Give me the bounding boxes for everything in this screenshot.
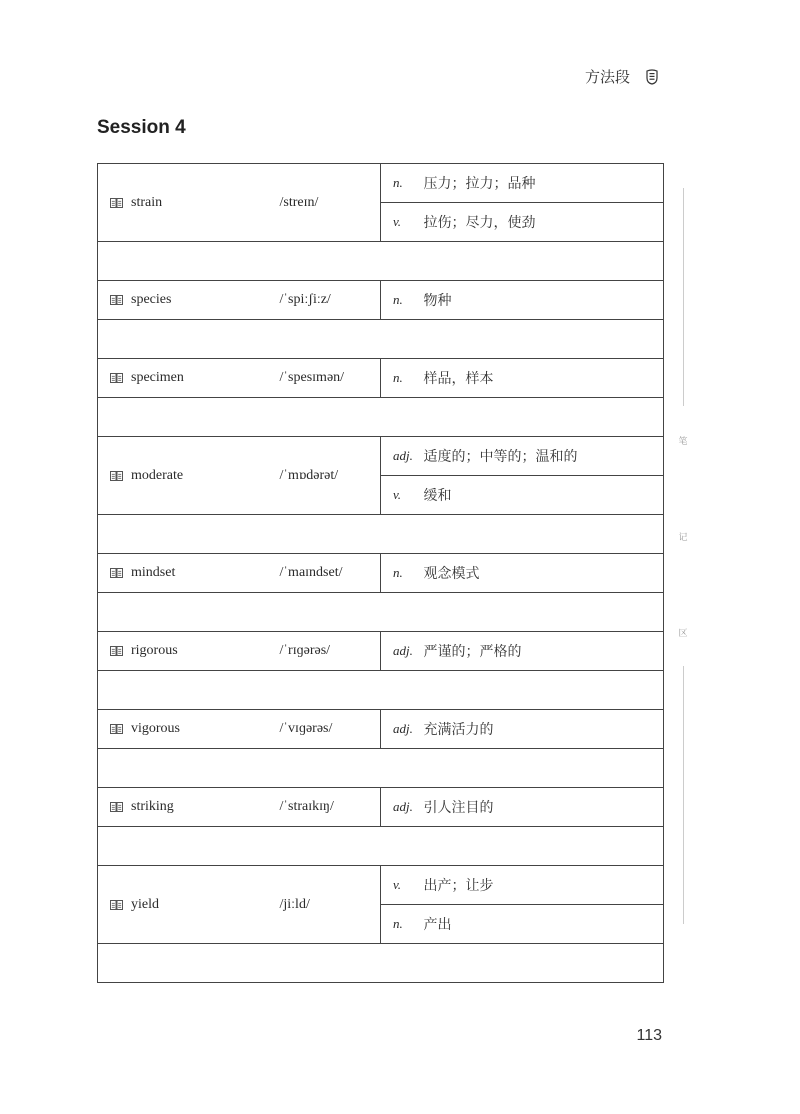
definition: 引人注目的	[424, 788, 664, 827]
blank-note-cell[interactable]	[98, 320, 664, 359]
word-text: species	[131, 292, 172, 307]
vocab-row	[98, 710, 664, 749]
section-label: 方法段	[584, 68, 630, 86]
vocab-row	[98, 632, 664, 671]
word-cell	[98, 359, 280, 398]
blank-note-cell[interactable]	[98, 398, 664, 437]
part-of-speech: n.	[381, 554, 424, 593]
word-cell	[98, 866, 280, 944]
notes-label-char: 区	[678, 629, 688, 639]
definition: 缓和	[424, 476, 664, 515]
word-text: mindset	[131, 565, 176, 580]
blank-note-row	[98, 515, 664, 554]
badge-icon	[645, 69, 659, 85]
blank-note-cell[interactable]	[98, 593, 664, 632]
blank-note-row	[98, 749, 664, 788]
definition: 产出	[424, 905, 664, 944]
word-text: yield	[131, 896, 159, 912]
book-icon	[110, 471, 123, 481]
part-of-speech: v.	[381, 866, 424, 905]
book-icon	[110, 373, 123, 383]
word-cell	[98, 710, 280, 749]
part-of-speech: n.	[381, 905, 424, 944]
phonetic-cell: /jiːld/	[280, 866, 381, 944]
blank-note-row	[98, 320, 664, 359]
definition: 拉伤；尽力，使劲	[424, 203, 664, 242]
blank-note-row	[98, 671, 664, 710]
definition: 严谨的；严格的	[424, 632, 664, 671]
phonetic-cell: /ˈspiːʃiːz/	[280, 281, 381, 320]
word-cell	[98, 788, 280, 827]
vocab-row	[98, 554, 664, 593]
book-icon	[110, 802, 123, 812]
session-title: Session 4	[97, 117, 186, 138]
word-cell	[98, 164, 280, 242]
part-of-speech: v.	[381, 476, 424, 515]
part-of-speech: n.	[381, 164, 424, 203]
phonetic-cell: /ˈstraɪkɪŋ/	[280, 788, 381, 827]
part-of-speech: adj.	[381, 437, 424, 476]
word-cell	[98, 281, 280, 320]
vocab-row	[98, 281, 664, 320]
definition: 观念模式	[424, 554, 664, 593]
blank-note-cell[interactable]	[98, 242, 664, 281]
blank-note-cell[interactable]	[98, 671, 664, 710]
part-of-speech: adj.	[381, 710, 424, 749]
part-of-speech: adj.	[381, 788, 424, 827]
blank-note-cell[interactable]	[98, 827, 664, 866]
blank-note-cell[interactable]	[98, 944, 664, 983]
phonetic-cell: /ˈrɪɡərəs/	[280, 632, 381, 671]
phonetic-cell: /ˈspesɪmən/	[280, 359, 381, 398]
vocabulary-table	[97, 163, 664, 983]
book-icon	[110, 646, 123, 656]
phonetic-cell: /streɪn/	[280, 164, 381, 242]
word-text: vigorous	[131, 721, 180, 736]
part-of-speech: n.	[381, 281, 424, 320]
vocab-row	[98, 866, 664, 905]
notes-divider-bottom	[683, 666, 684, 924]
vocab-row	[98, 788, 664, 827]
book-icon	[110, 295, 123, 305]
word-cell	[98, 437, 280, 515]
book-icon	[110, 568, 123, 578]
definition: 适度的；中等的；温和的	[424, 437, 664, 476]
word-text: rigorous	[131, 643, 178, 658]
blank-note-row	[98, 593, 664, 632]
vocab-row	[98, 359, 664, 398]
vocab-row	[98, 164, 664, 203]
book-icon	[110, 724, 123, 734]
notes-label-char: 记	[678, 533, 688, 543]
definition: 物种	[424, 281, 664, 320]
definition: 压力；拉力；品种	[424, 164, 664, 203]
blank-note-row	[98, 827, 664, 866]
page-number: 113	[636, 1027, 662, 1044]
definition: 出产；让步	[424, 866, 664, 905]
word-cell	[98, 554, 280, 593]
book-icon	[110, 900, 123, 910]
word-text: striking	[131, 799, 174, 814]
blank-note-cell[interactable]	[98, 749, 664, 788]
definition: 充满活力的	[424, 710, 664, 749]
phonetic-cell: /ˈvɪɡərəs/	[280, 710, 381, 749]
part-of-speech: v.	[381, 203, 424, 242]
blank-note-cell[interactable]	[98, 515, 664, 554]
book-icon	[110, 198, 123, 208]
word-text: specimen	[131, 370, 184, 385]
definition: 样品，样本	[424, 359, 664, 398]
notes-divider-top	[683, 188, 684, 406]
part-of-speech: adj.	[381, 632, 424, 671]
phonetic-cell: /ˈmaɪndset/	[280, 554, 381, 593]
blank-note-row	[98, 398, 664, 437]
notes-label-char: 笔	[678, 437, 688, 447]
phonetic-cell: /ˈmɒdərət/	[280, 437, 381, 515]
word-text: strain	[131, 194, 163, 210]
word-text: moderate	[131, 467, 184, 483]
vocab-row	[98, 437, 664, 476]
word-cell	[98, 632, 280, 671]
part-of-speech: n.	[381, 359, 424, 398]
blank-note-row	[98, 944, 664, 983]
blank-note-row	[98, 242, 664, 281]
